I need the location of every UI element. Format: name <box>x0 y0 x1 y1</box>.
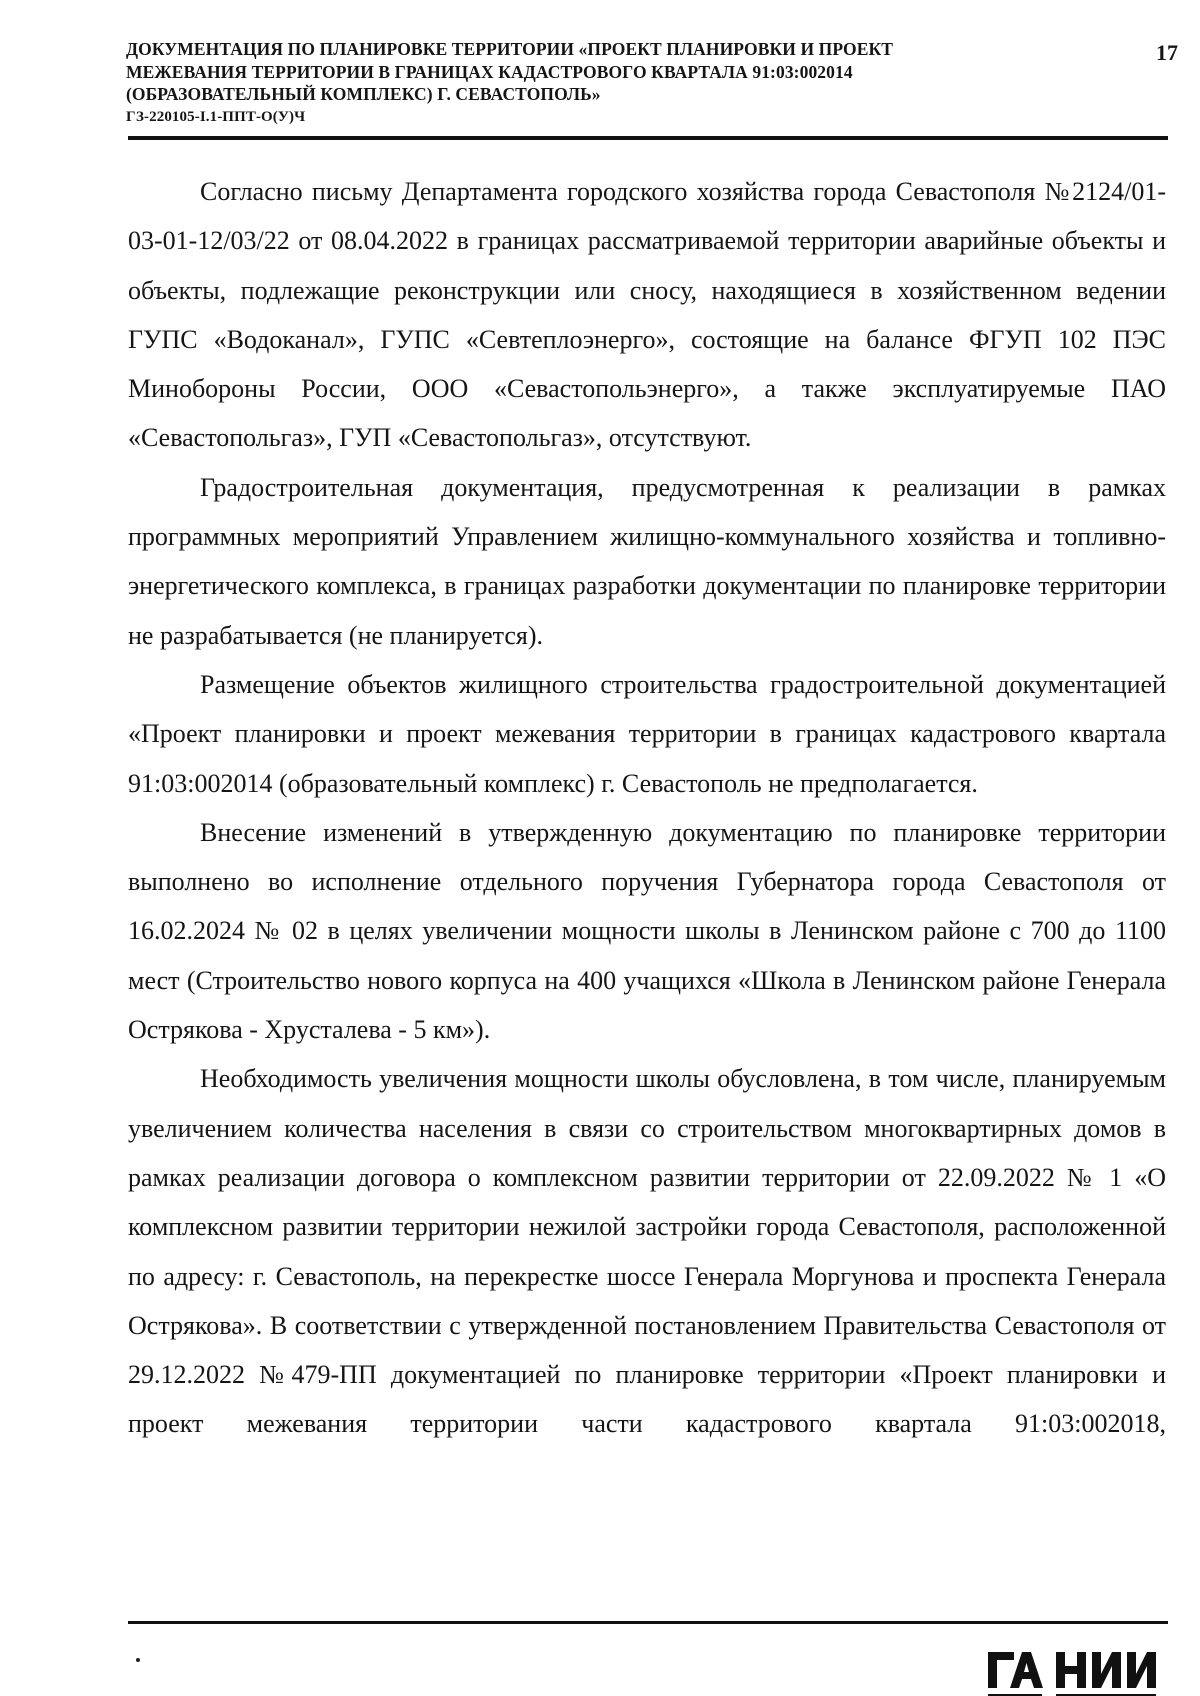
header-divider <box>128 136 1168 140</box>
paragraph-3: Размещение объектов жилищного строительства градостроительной документацией «Проект планировки и проект межевания территории в границах кадастрового квартала 91:03:002014 (образовательный комплекс) г. Севастополь не предполагается. <box>128 669 1166 798</box>
header-title-line-3: (ОБРАЗОВАТЕЛЬНЫЙ КОМПЛЕКС) Г. СЕВАСТОПОЛЬ» <box>126 84 601 104</box>
page-header <box>126 38 1026 128</box>
document-body <box>128 167 1166 1449</box>
paragraph-1: Согласно письму Департамента городского хозяйства города Севастополя №2124/01-03-01-12/03/22 от 08.04.2022 в границах рассматриваемой территории аварийные объекты и объекты, подлежащие реконструкции или сносу, находящиеся в хозяйственном ведении ГУПС «Водоканал», ГУПС «Севтеплоэнерго», состоящие на балансе ФГУП 102 ПЭС Минобороны России, ООО «Севастопольэнерго», а также эксплуатируемые ПАО «Севастопольгаз», ГУП «Севастопольгаз», отсутствуют. <box>128 177 1166 453</box>
paragraph-2: Градостроительная документация, предусмотренная к реализации в рамках программных мероприятий Управлением жилищно-коммунального хозяйства и топливно-энергетического комплекса, в границах разработки документации по планировке территории не разрабатывается (не планируется). <box>128 472 1166 650</box>
paragraph-5: Необходимость увеличения мощности школы обусловлена, в том числе, планируемым увеличением количества населения в связи со строительством многоквартирных домов в рамках реализации договора о комплексном развитии территории от 22.09.2022 № 1 «О комплексном развитии территории нежилой застройки города Севастополя, расположенной по адресу: г. Севастополь, на перекрестке шоссе Генерала Моргунова и проспекта Генерала Острякова». В соответствии с утвержденной постановлением Правительства Севастополя от 29.12.2022 №479-ПП документацией по планировке территории «Проект планировки и проект межевания территории части кадастрового квартала 91:03:002018, <box>128 1064 1166 1439</box>
institute-logo <box>984 1644 1168 1696</box>
page-number: 17 <box>1156 40 1178 65</box>
scan-speck <box>136 1658 140 1662</box>
footer-divider <box>128 1621 1168 1624</box>
document-code: ГЗ-220105-I.1-ППТ-О(У)Ч <box>126 108 306 125</box>
paragraph-4: Внесение изменений в утвержденную документацию по планировке территории выполнено во исполнение отдельного поручения Губернатора города Севастополя от 16.02.2024 № 02 в целях увеличении мощности школы в Ленинском районе с 700 до 1100 мест (Строительство нового корпуса на 400 учащихся «Школа в Ленинском районе Генерала Острякова - Хрусталева - 5 км»). <box>128 817 1166 1045</box>
header-title-line-2: МЕЖЕВАНИЯ ТЕРРИТОРИИ В ГРАНИЦАХ КАДАСТРОВОГО КВАРТАЛА 91:03:002014 <box>126 61 853 82</box>
header-title-line-1: ДОКУМЕНТАЦИЯ ПО ПЛАНИРОВКЕ ТЕРРИТОРИИ «ПРОЕКТ ПЛАНИРОВКИ И ПРОЕКТ <box>126 39 894 59</box>
institute-logo-graphic <box>984 1644 1168 1696</box>
